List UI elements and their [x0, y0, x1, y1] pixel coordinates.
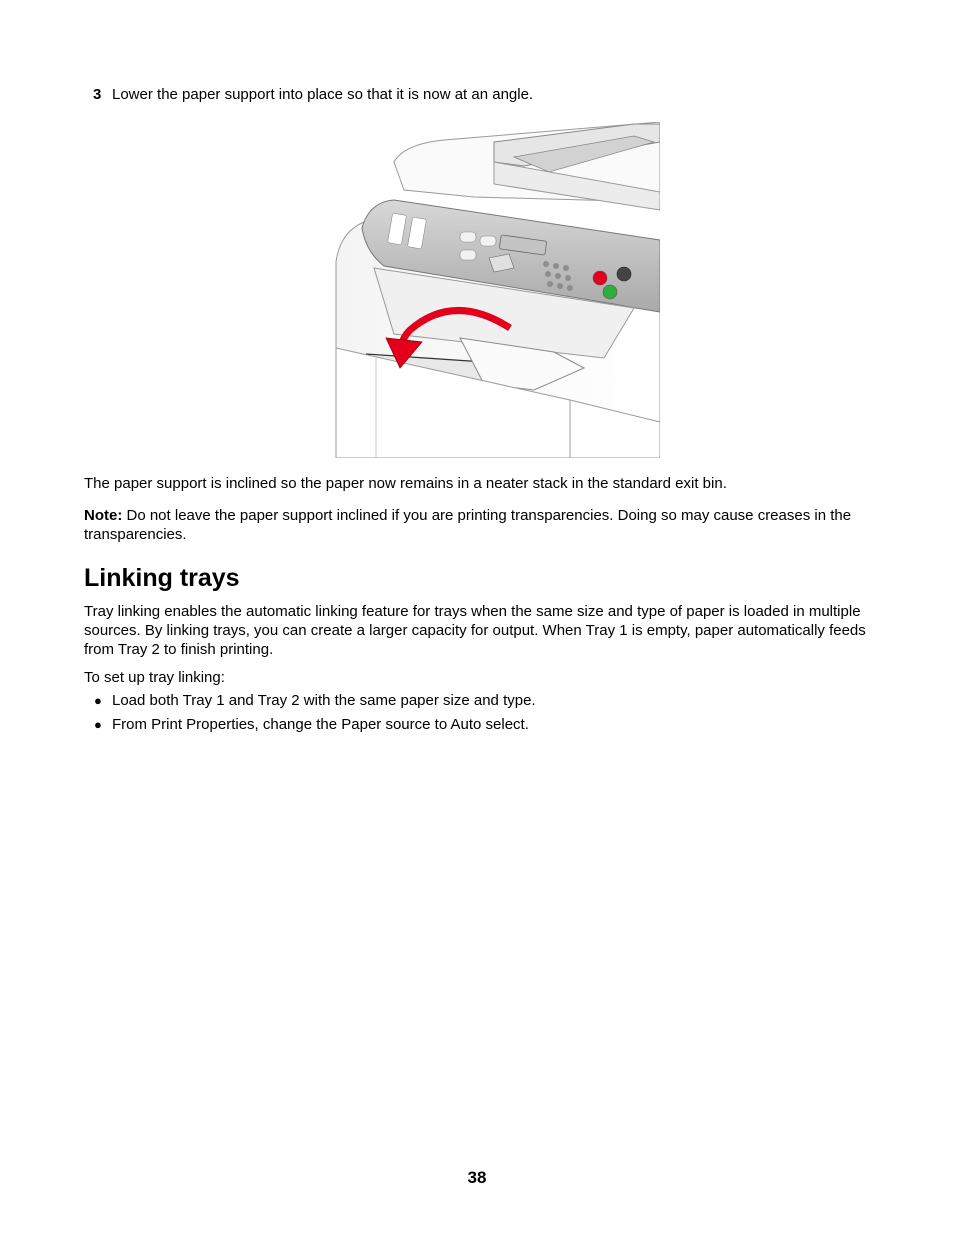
- list-item: [94, 715, 536, 734]
- step-3: [93, 85, 533, 105]
- list-item-text: From Print Properties, change the Paper source to Auto select.: [112, 716, 529, 733]
- setup-label: To set up tray linking:: [84, 669, 225, 686]
- step-text: Lower the paper support into place so that it is now at an angle.: [112, 86, 534, 103]
- setup-steps-list: [94, 691, 536, 739]
- printer-paper-support-illustration: [334, 122, 660, 458]
- bullet-icon: ●: [94, 717, 102, 732]
- bullet-icon: ●: [94, 693, 102, 708]
- note-label: Note:: [84, 507, 123, 524]
- note-text: Do not leave the paper support inclined if you are printing transparencies. Doing so may cause creases in the transparencies.: [84, 507, 852, 543]
- paragraph-paper-support: The paper support is inclined so the paper now remains in a neater stack in the standard exit bin.: [84, 475, 727, 492]
- note-paragraph: [84, 506, 884, 544]
- list-item: [94, 691, 536, 710]
- section-title: Linking trays: [84, 564, 240, 592]
- step-number: 3: [93, 86, 102, 103]
- page-number: 38: [467, 1168, 487, 1187]
- list-item-text: Load both Tray 1 and Tray 2 with the same paper size and type.: [112, 692, 536, 709]
- section-intro: Tray linking enables the automatic linking feature for trays when the same size and type of paper is loaded in multiple sources. By linking trays, you can create a larger capacity for output. When Tray 1 is empty, paper automatically feeds from Tray 2 to finish printing.: [84, 603, 866, 658]
